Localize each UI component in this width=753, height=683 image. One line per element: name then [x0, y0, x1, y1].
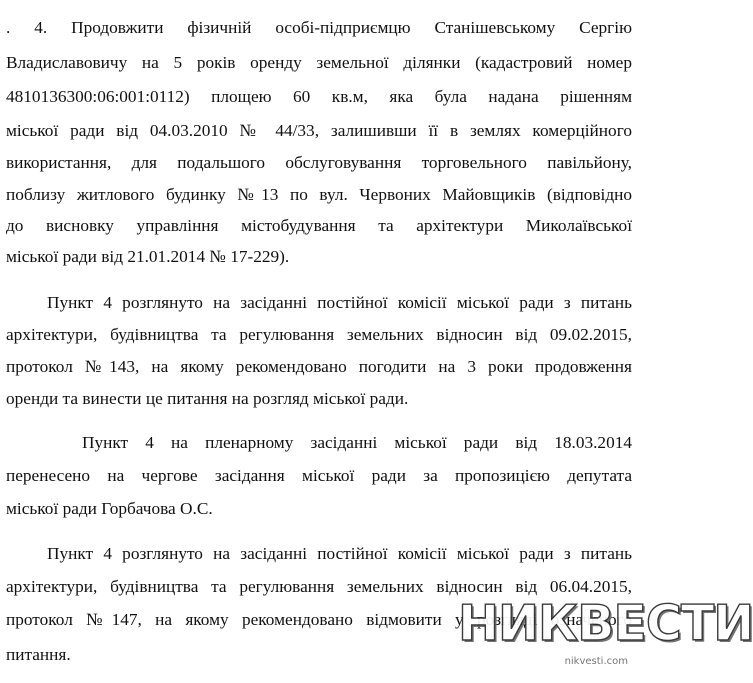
watermark-site: nikvesti.com	[564, 656, 628, 667]
text-line: архітектури, будівництва та регулювання земельних відносин від 09.02.2015,	[6, 325, 632, 344]
text-line: міської ради від 21.01.2014 № 17-229).	[6, 247, 290, 266]
text-line: міської ради Горбачова О.С.	[6, 499, 213, 518]
text-line: поблизу житлового будинку №13 по вул. Червоних Майовщиків (відповідно	[6, 185, 632, 204]
text-line: Пункт 4 розглянуто на засіданні постійної комісії міської ради з питань	[47, 544, 632, 563]
text-line: протокол №147, на якому рекомендовано відмовити у розгляді означеного	[6, 610, 632, 629]
text-line: Пункт 4 на пленарному засіданні міської ради від 18.03.2014	[82, 433, 632, 452]
text-line: оренди та винести це питання на розгляд міської ради.	[6, 389, 409, 408]
text-line: Владиславовичу на 5 років оренду земельної ділянки (кадастровий номер	[6, 53, 632, 72]
text-line: . 4. Продовжити фізичній особі-підприємцю Станішевському Сергію	[6, 18, 632, 37]
text-line: перенесено на чергове засідання міської ради за пропозицією депутата	[6, 466, 632, 485]
text-line: використання, для подальшого обслуговування торговельного павільйону,	[6, 153, 632, 172]
watermark	[458, 595, 753, 680]
text-line: питання.	[6, 645, 71, 664]
text-line: 4810136300:06:001:0112) площею 60 кв.м, яка була надана рішенням	[6, 87, 632, 106]
watermark-logo: НИКВЕСТИ	[458, 595, 753, 652]
text-line: протокол №143, на якому рекомендовано погодити на 3 роки продовження	[6, 357, 632, 376]
text-line: Пункт 4 розглянуто на засіданні постійної комісії міської ради з питань	[47, 293, 632, 312]
text-line: архітектури, будівництва та регулювання земельних відносин від 06.04.2015,	[6, 577, 632, 596]
text-line: до висновку управління містобудування та архітектури Миколаївської	[6, 216, 632, 235]
text-line: міської ради від 04.03.2010 № 44/33, залишивши її в землях комерційного	[6, 121, 632, 140]
